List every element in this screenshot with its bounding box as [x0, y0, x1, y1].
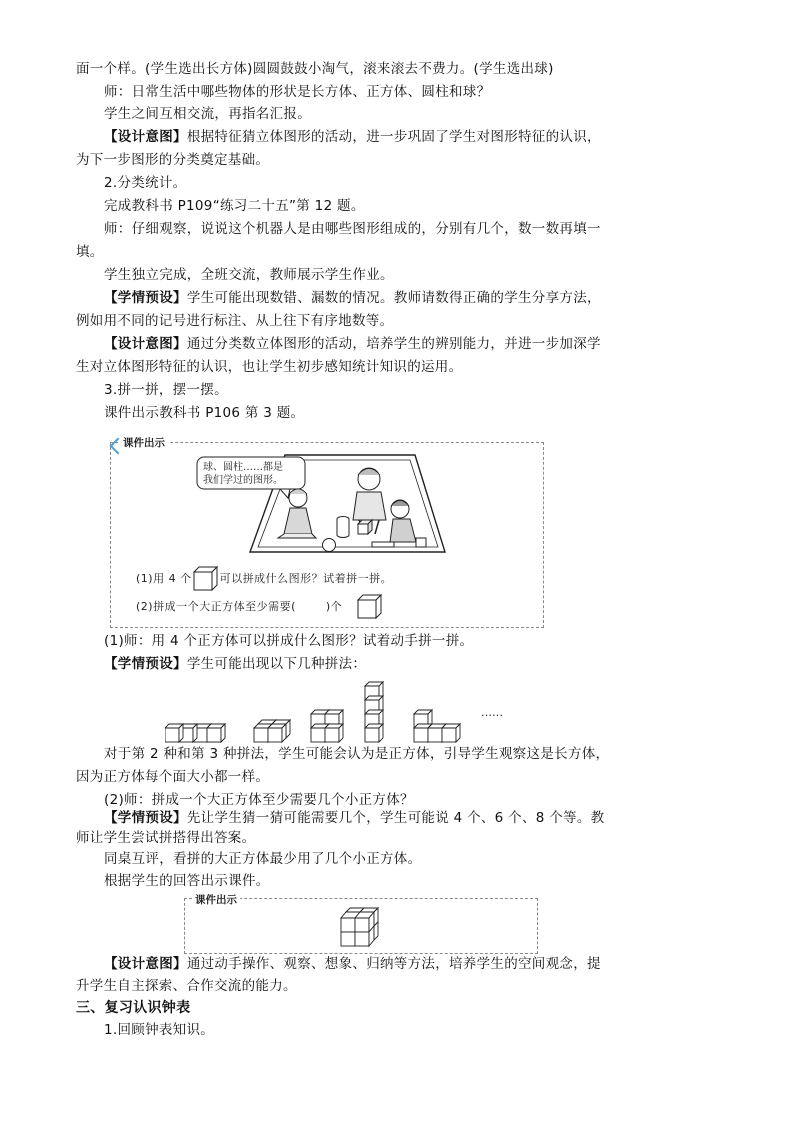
child-body [353, 492, 386, 520]
text-span: 通过分类数立体图形的活动，培养学生的辨别能力，并进一步加深学 [186, 336, 601, 352]
arrangement-tower-of-four [365, 682, 383, 742]
text-span: 根据特征猜立体图形的活动，进一步巩固了学生对图形特征的认识， [186, 129, 601, 145]
arrangement-two-by-two-upright [311, 710, 343, 742]
text-span: 学生可能出现数错、漏数的情况。教师请数得正确的学生分享方法， [186, 290, 601, 306]
cube-arrangements-figure [165, 676, 515, 748]
q2-pre: (2)拼成一个大正方体至少需要( [136, 600, 296, 613]
text-line: 因为正方体每个面大小都一样。 [76, 769, 270, 785]
text-line: 对于第 2 种和第 3 种拼法，学生可能会认为是正方体，引导学生观察这是长方体， [104, 746, 610, 762]
text-line: 学生之间互相交流，再指名汇报。 [104, 106, 311, 122]
cube-icon [358, 595, 381, 618]
text-span: 先让学生猜一猜可能需要几个，学生可能说 4 个、6 个、8 个等。教 [186, 810, 605, 826]
question-1 [136, 570, 392, 586]
text-line: 为下一步图形的分类奠定基础。 [76, 152, 270, 168]
text-line [104, 288, 601, 308]
text-line: (2)师：拼成一个大正方体至少需要几个小正方体？ [104, 792, 414, 808]
cylinder [337, 519, 349, 538]
text-line [104, 334, 601, 354]
text-line: 完成教科书 P109“练习二十五”第 12 题。 [104, 198, 365, 214]
text-line: 根据学生的回答出示课件。 [104, 873, 270, 889]
text-span: 通过动手操作、观察、想象、归纳等方法，培养学生的空间观念，提 [186, 956, 601, 972]
text-line: 课件出示教科书 P106 第 3 题。 [104, 405, 305, 421]
design-intent-tag: 【设计意图】 [104, 956, 187, 972]
text-line [104, 127, 601, 147]
text-line: 学生独立完成，全班交流，教师展示学生作业。 [104, 267, 394, 283]
text-line [104, 954, 601, 974]
q1-post: 可以拼成什么图形？试着拼一拼。 [219, 572, 393, 585]
arrangement-row-of-four [165, 724, 225, 742]
block [358, 524, 368, 534]
text-line: 师：日常生活中哪些物体的形状是长方体、正方体、圆柱和球？ [104, 84, 491, 100]
bubble-text-1: 球、圆柱……都是 [203, 462, 283, 473]
text-span: 学生可能出现以下几种拼法： [186, 656, 367, 672]
learning-preset-tag: 【学情预设】 [104, 656, 187, 672]
section-heading: 三、复习认识钟表 [76, 1000, 191, 1016]
text-line: 填。 [76, 244, 104, 260]
question-2 [136, 598, 342, 614]
q2-post: )个 [325, 600, 343, 613]
design-intent-tag: 【设计意图】 [104, 129, 187, 145]
text-line: 升学生自主探索、合作交流的能力。 [76, 978, 297, 994]
bubble-text-2: 我们学过的图形。 [203, 475, 283, 486]
ball [323, 539, 336, 552]
design-intent-tag: 【设计意图】 [104, 336, 187, 352]
text-line: 师：仔细观察，说说这个机器人是由哪些图形组成的，分别有几个，数一数再填一 [104, 221, 601, 237]
learning-preset-tag: 【学情预设】 [104, 290, 187, 306]
arrangement-l-shape [414, 710, 460, 742]
text-line [104, 654, 366, 674]
child-body [284, 508, 312, 534]
text-line [104, 808, 604, 828]
child-body [390, 519, 416, 542]
text-line: 同桌互评，看拼的大正方体最少用了几个小正方体。 [104, 851, 422, 867]
big-cube-figure [336, 906, 386, 950]
box-title: 课件出示 [192, 892, 240, 907]
text-line: (1)师：用 4 个正方体可以拼成什么图形？试着动手拼一拼。 [104, 633, 474, 649]
ellipsis: …… [481, 706, 503, 719]
text-line: 师让学生尝试拼搭得出答案。 [76, 830, 256, 846]
section-subheading: 1.回顾钟表知识。 [104, 1022, 215, 1038]
text-line: 例如用不同的记号进行标注、从上往下有序地数等。 [76, 313, 394, 329]
learning-preset-tag: 【学情预设】 [104, 810, 187, 826]
text-line: 面一个样。(学生选出长方体)圆圆鼓鼓小淘气，滚来滚去不费力。(学生选出球) [76, 61, 554, 77]
cuboid-block [372, 542, 394, 547]
section-subheading: 2.分类统计。 [104, 175, 187, 191]
box-title: 课件出示 [120, 435, 168, 450]
q1-pre: (1)用 4 个 [136, 572, 192, 585]
bubble-tail [280, 489, 290, 498]
block [416, 538, 426, 547]
arrangement-two-by-two-flat [254, 720, 290, 742]
text-line: 生对立体图形特征的认识，也让学生初步感知统计知识的运用。 [76, 359, 463, 375]
section-subheading: 3.拼一拼，摆一摆。 [104, 382, 228, 398]
